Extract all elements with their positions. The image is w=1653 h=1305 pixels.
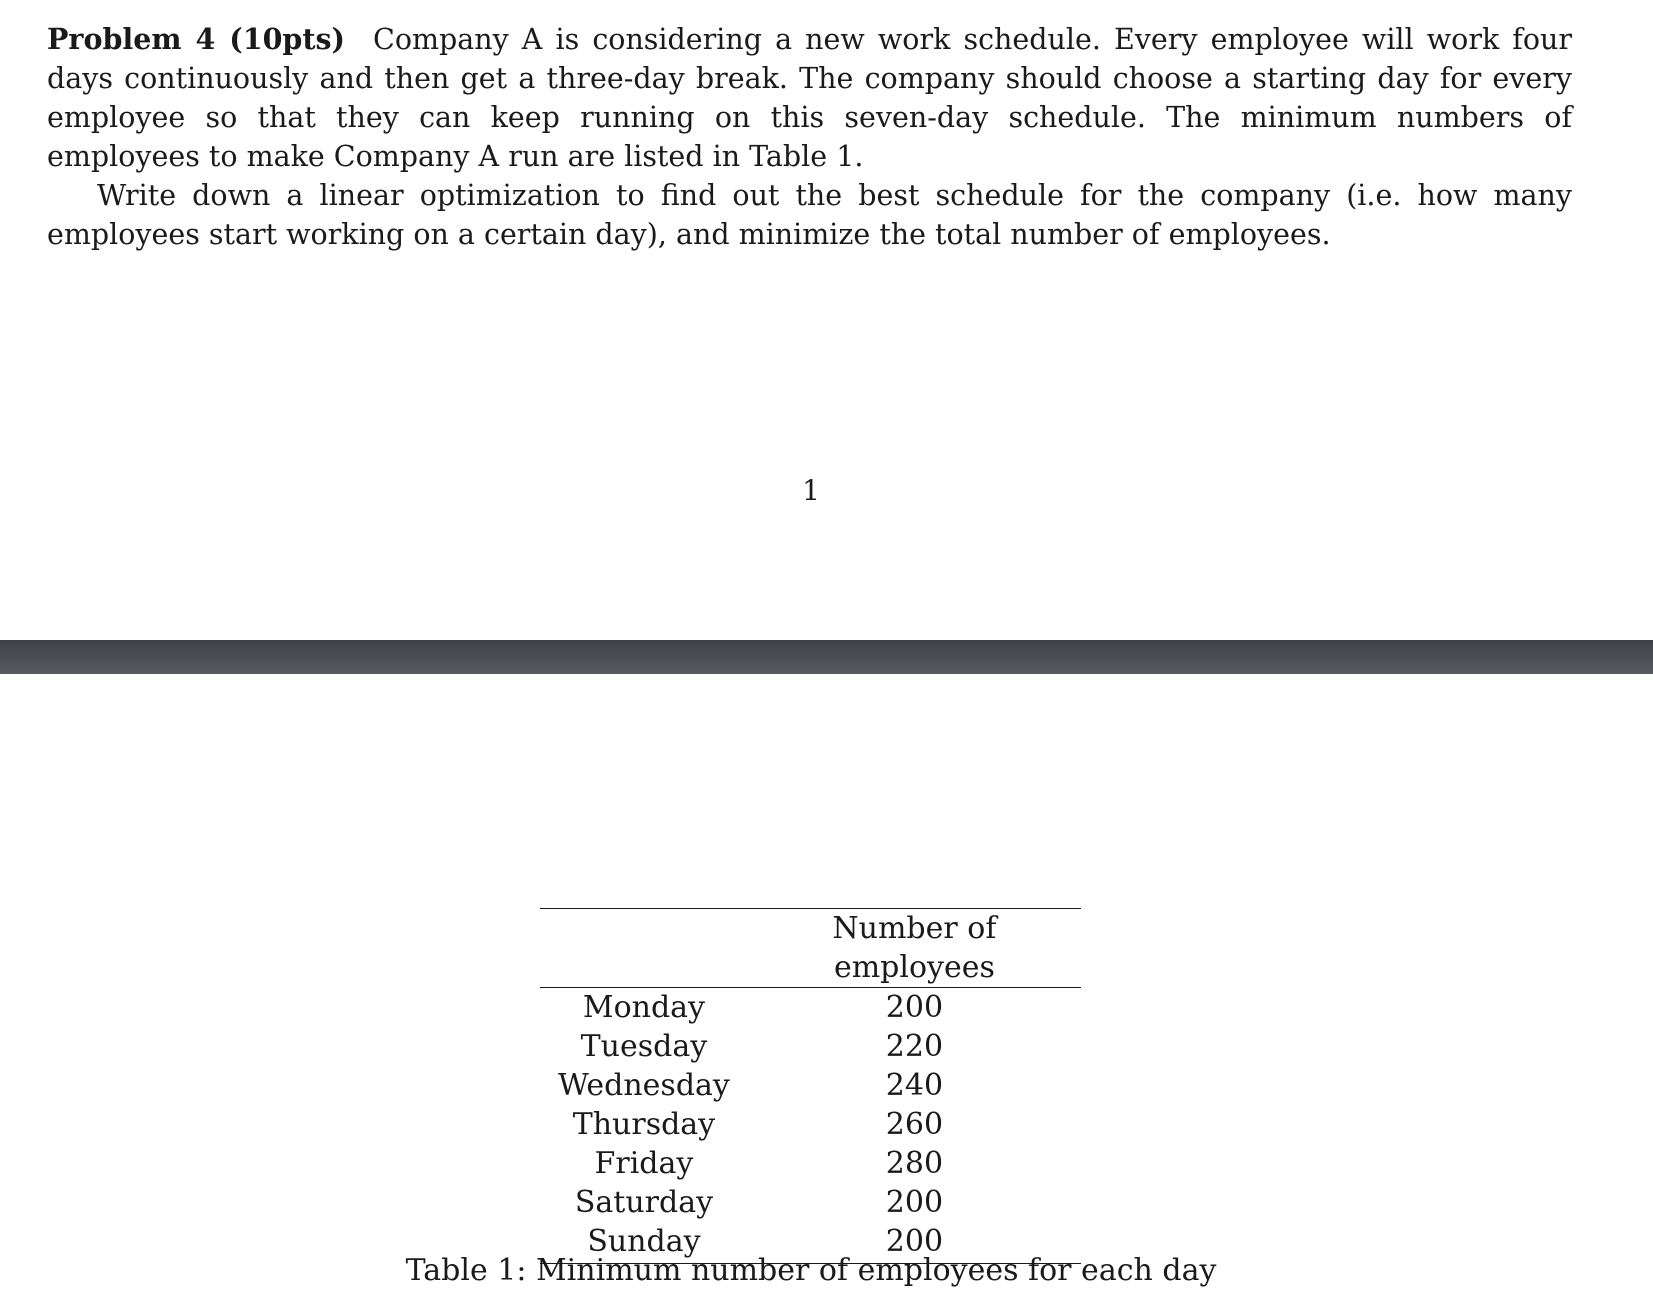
- table-row: [540, 1027, 1081, 1066]
- day-cell: Friday: [594, 1146, 694, 1181]
- count-cell: 240: [885, 1068, 944, 1103]
- count-cell: 260: [885, 1107, 944, 1142]
- problem-heading: Problem 4 (10pts): [47, 22, 346, 56]
- day-cell: Wednesday: [558, 1068, 730, 1103]
- table-caption: Table 1: Minimum number of employees for each day: [405, 1253, 1217, 1288]
- table-row: [540, 988, 1081, 1028]
- header-day: [540, 909, 748, 988]
- day-cell: Sunday: [540, 1222, 748, 1264]
- count-cell: 200: [885, 1185, 944, 1220]
- problem-paragraph-1: [47, 20, 1572, 176]
- count-cell: 280: [885, 1146, 944, 1181]
- document-page-1: [0, 0, 1653, 640]
- count-cell: 200: [748, 1222, 1081, 1264]
- problem-paragraph-2: Write down a linear optimization to find out the best schedule for the company (i.e. how many employees start working on a certain day), and minimize the total number of employees.: [47, 179, 1572, 251]
- table-row: [540, 1066, 1081, 1105]
- count-cell: 220: [885, 1029, 944, 1064]
- day-cell: Monday: [582, 990, 705, 1025]
- table-header-row: [540, 909, 1081, 988]
- day-cell: Saturday: [574, 1185, 714, 1220]
- header-count: Number of employees: [748, 909, 1081, 988]
- page-divider: [0, 640, 1653, 674]
- problem-statement: [47, 20, 1572, 254]
- table-row: [540, 1183, 1081, 1222]
- table-row: [540, 1105, 1081, 1144]
- day-cell: Tuesday: [580, 1029, 708, 1064]
- employee-table: [540, 908, 1081, 1264]
- count-cell: 200: [885, 990, 944, 1025]
- page-number: 1: [802, 474, 820, 507]
- day-cell: Thursday: [572, 1107, 716, 1142]
- problem-text-1: Company A is considering a new work schedule. Every employee will work four days continuously and then get a three-day break. The company should choose a starting day for every employee so that they can keep running on this seven-day schedule. The minimum numbers of employees to make Company A run are listed in Table 1.: [47, 23, 1572, 173]
- table-row: [540, 1144, 1081, 1183]
